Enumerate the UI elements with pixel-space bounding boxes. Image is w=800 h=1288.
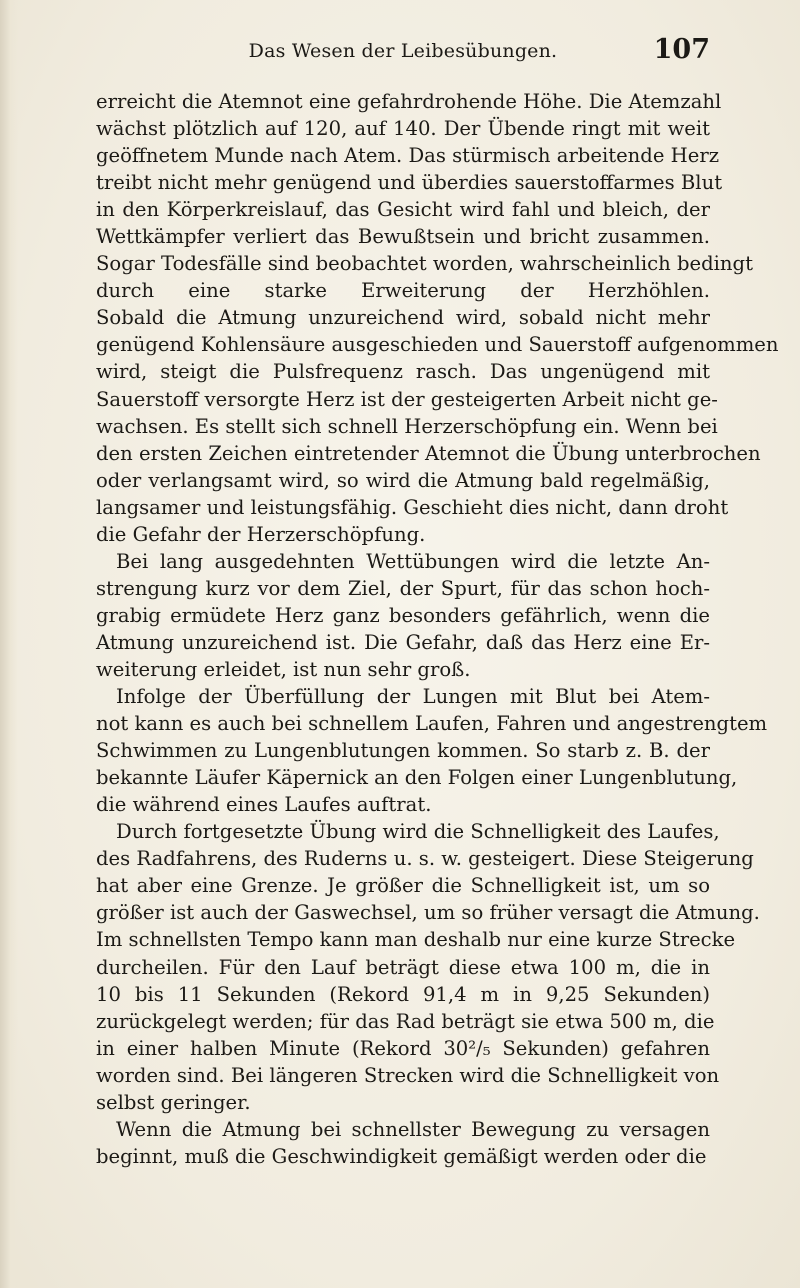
text-line: Sogar Todesfälle sind beobachtet worden, wahrscheinlich bedingt: [96, 252, 753, 276]
text-line: größer ist auch der Gaswechsel, um so früher versagt die Atmung.: [96, 901, 760, 925]
text-line: not kann es auch bei schnellem Laufen, Fahren und angestrengtem: [96, 712, 768, 736]
text-line: durcheilen. Für den Lauf beträgt diese etwa 100 m, die in: [96, 955, 710, 979]
page-gutter-shadow: [0, 0, 18, 1288]
paragraph: [96, 1116, 710, 1170]
text-line: die Gefahr der Herzerschöpfung.: [96, 522, 426, 546]
paragraph: [96, 683, 768, 818]
text-line: geöffnetem Munde nach Atem. Das stürmisch arbeitende Herz: [96, 144, 720, 168]
page-number: 107: [653, 34, 710, 65]
text-line: selbst geringer.: [96, 1090, 251, 1114]
body-text: [96, 88, 779, 1170]
text-line: durch eine starke Erweiterung der Herzhöhlen.: [96, 279, 710, 303]
text-line: oder verlangsamt wird, so wird die Atmung bald regelmäßig,: [96, 468, 710, 492]
text-line: Bei lang ausgedehnten Wettübungen wird die letzte An-: [116, 549, 710, 573]
text-line: strengung kurz vor dem Ziel, der Spurt, für das schon hoch-: [96, 576, 710, 600]
text-line: genügend Kohlensäure ausgeschieden und Sauerstoff aufgenommen: [96, 333, 779, 357]
text-line: zurückgelegt werden; für das Rad beträgt sie etwa 500 m, die: [96, 1009, 715, 1033]
text-line: worden sind. Bei längeren Strecken wird die Schnelligkeit von: [96, 1063, 720, 1087]
text-line: Wenn die Atmung bei schnellster Bewegung zu versagen: [116, 1117, 710, 1141]
text-line: Infolge der Überfüllung der Lungen mit Blut bei Atem-: [116, 685, 710, 709]
text-line: in den Körperkreislauf, das Gesicht wird fahl und bleich, der: [96, 198, 710, 222]
paragraph: [96, 818, 760, 1116]
text-line: langsamer und leistungsfähig. Geschieht dies nicht, dann droht: [96, 495, 729, 519]
text-line: Durch fortgesetzte Übung wird die Schnelligkeit des Laufes,: [116, 820, 720, 844]
running-title: Das Wesen der Leibesübungen.: [248, 40, 558, 62]
text-line: hat aber eine Grenze. Je größer die Schnelligkeit ist, um so: [96, 874, 710, 898]
text-line: den ersten Zeichen eintretender Atemnot die Übung unterbrochen: [96, 441, 761, 465]
text-line: 10 bis 11 Sekunden (Rekord 91,4 m in 9,25 Sekunden): [96, 982, 710, 1006]
text-line: Sauerstoff versorgte Herz ist der gesteigerten Arbeit nicht ge-: [96, 387, 718, 411]
text-line: in einer halben Minute (Rekord 30²/₅ Sekunden) gefahren: [96, 1036, 710, 1060]
text-line: beginnt, muß die Geschwindigkeit gemäßigt werden oder die: [96, 1144, 707, 1168]
text-line: Schwimmen zu Lungenblutungen kommen. So starb z. B. der: [96, 739, 710, 763]
running-header: [96, 34, 710, 74]
text-line: wächst plötzlich auf 120, auf 140. Der Übende ringt mit weit: [96, 117, 710, 141]
text-line: grabig ermüdete Herz ganz besonders gefährlich, wenn die: [96, 603, 710, 627]
text-line: Im schnellsten Tempo kann man deshalb nur eine kurze Strecke: [96, 928, 736, 952]
text-line: wachsen. Es stellt sich schnell Herzerschöpfung ein. Wenn bei: [96, 414, 718, 438]
paragraph: [96, 88, 779, 548]
text-line: weiterung erleidet, ist nun sehr groß.: [96, 657, 471, 681]
text-line: Atmung unzureichend ist. Die Gefahr, daß das Herz eine Er-: [96, 630, 710, 654]
text-line: des Radfahrens, des Ruderns u. s. w. gesteigert. Diese Steigerung: [96, 847, 754, 871]
text-line: bekannte Läufer Käpernick an den Folgen einer Lungenblutung,: [96, 766, 738, 790]
paragraph: [96, 548, 710, 683]
text-line: Sobald die Atmung unzureichend wird, sobald nicht mehr: [96, 306, 710, 330]
text-line: erreicht die Atemnot eine gefahrdrohende Höhe. Die Atemzahl: [96, 90, 722, 113]
text-line: die während eines Laufes auftrat.: [96, 793, 432, 817]
text-line: treibt nicht mehr genügend und überdies sauerstoffarmes Blut: [96, 171, 723, 195]
text-line: Wettkämpfer verliert das Bewußtsein und bricht zusammen.: [96, 225, 710, 249]
text-line: wird, steigt die Pulsfrequenz rasch. Das ungenügend mit: [96, 360, 710, 384]
